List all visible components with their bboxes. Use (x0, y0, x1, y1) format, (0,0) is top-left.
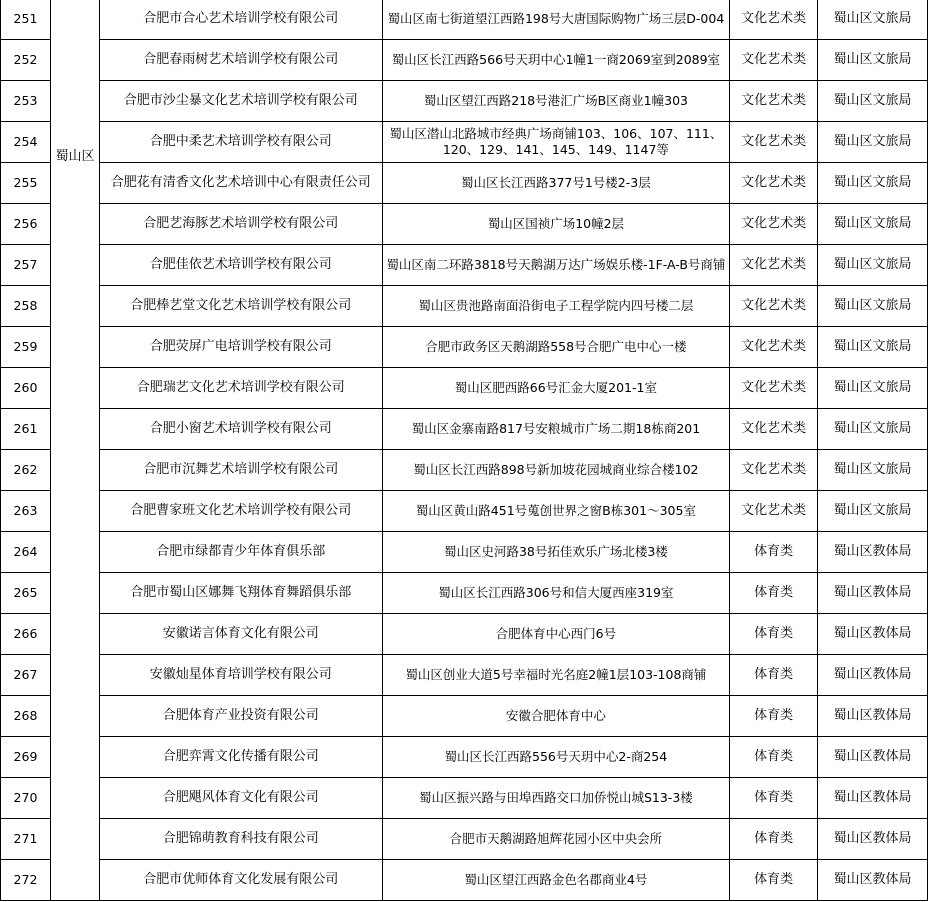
address-cell: 蜀山区长江西路566号天玥中心1幢1一商2069室到2089室 (382, 40, 730, 81)
address-cell: 蜀山区望江西路218号港汇广场B区商业1幢303 (382, 81, 730, 122)
address-cell: 蜀山区潜山北路城市经典广场商铺103、106、107、111、120、129、141、145、149、1147等 (382, 122, 730, 163)
category-cell: 文化艺术类 (730, 122, 818, 163)
authority-cell: 蜀山区文旅局 (818, 327, 928, 368)
authority-cell: 蜀山区教体局 (818, 614, 928, 655)
address-cell: 合肥市政务区天鹅湖路558号合肥广电中心一楼 (382, 327, 730, 368)
address-cell: 蜀山区南二环路3818号天鹅湖万达广场娱乐楼-1F-A-B号商铺 (382, 245, 730, 286)
institution-name-cell: 合肥飓风体育文化有限公司 (99, 778, 382, 819)
institution-name-cell: 合肥棒艺堂文化艺术培训学校有限公司 (99, 286, 382, 327)
category-cell: 文化艺术类 (730, 286, 818, 327)
institution-name-cell: 合肥小窗艺术培训学校有限公司 (99, 409, 382, 450)
row-number-cell: 262 (1, 450, 51, 491)
row-number-cell: 260 (1, 368, 51, 409)
authority-cell: 蜀山区教体局 (818, 860, 928, 901)
address-cell: 蜀山区金寨南路817号安粮城市广场二期18栋商201 (382, 409, 730, 450)
authority-cell: 蜀山区教体局 (818, 778, 928, 819)
authority-cell: 蜀山区文旅局 (818, 245, 928, 286)
row-number-cell: 254 (1, 122, 51, 163)
row-number-cell: 251 (1, 0, 51, 40)
authority-cell: 蜀山区文旅局 (818, 122, 928, 163)
table-row (1, 204, 928, 245)
address-cell: 蜀山区长江西路556号天玥中心2-商254 (382, 737, 730, 778)
row-number-cell: 256 (1, 204, 51, 245)
authority-cell: 蜀山区教体局 (818, 655, 928, 696)
table-row (1, 614, 928, 655)
row-number-cell: 270 (1, 778, 51, 819)
table-row (1, 737, 928, 778)
address-cell: 合肥体育中心西门6号 (382, 614, 730, 655)
institution-name-cell: 合肥锦萌教育科技有限公司 (99, 819, 382, 860)
table-row (1, 573, 928, 614)
institution-name-cell: 合肥佳依艺术培训学校有限公司 (99, 245, 382, 286)
institution-name-cell: 合肥荧屏广电培训学校有限公司 (99, 327, 382, 368)
institution-name-cell: 合肥春雨树艺术培训学校有限公司 (99, 40, 382, 81)
category-cell: 文化艺术类 (730, 81, 818, 122)
category-cell: 体育类 (730, 737, 818, 778)
category-cell: 体育类 (730, 778, 818, 819)
district-cell: 蜀山区 (50, 0, 99, 901)
authority-cell: 蜀山区文旅局 (818, 163, 928, 204)
row-number-cell: 261 (1, 409, 51, 450)
table-row (1, 409, 928, 450)
table-row (1, 491, 928, 532)
category-cell: 文化艺术类 (730, 327, 818, 368)
institution-name-cell: 合肥市合心艺术培训学校有限公司 (99, 0, 382, 40)
authority-cell: 蜀山区教体局 (818, 819, 928, 860)
authority-cell: 蜀山区文旅局 (818, 0, 928, 40)
row-number-cell: 263 (1, 491, 51, 532)
category-cell: 文化艺术类 (730, 163, 818, 204)
table-row (1, 286, 928, 327)
table-row (1, 81, 928, 122)
institution-name-cell: 合肥曹家班文化艺术培训学校有限公司 (99, 491, 382, 532)
institution-name-cell: 安徽灿星体育培训学校有限公司 (99, 655, 382, 696)
address-cell: 蜀山区国祯广场10幢2层 (382, 204, 730, 245)
institution-name-cell: 合肥花有清香文化艺术培训中心有限责任公司 (99, 163, 382, 204)
row-number-cell: 258 (1, 286, 51, 327)
authority-cell: 蜀山区文旅局 (818, 450, 928, 491)
address-cell: 蜀山区史河路38号拓佳欢乐广场北楼3楼 (382, 532, 730, 573)
table-row (1, 532, 928, 573)
institution-name-cell: 合肥市优师体育文化发展有限公司 (99, 860, 382, 901)
table-row (1, 0, 928, 40)
table-row (1, 368, 928, 409)
address-cell: 蜀山区南七街道望江西路198号大唐国际购物广场三层D-004 (382, 0, 730, 40)
category-cell: 体育类 (730, 532, 818, 573)
table-row (1, 655, 928, 696)
institution-name-cell: 合肥弈霄文化传播有限公司 (99, 737, 382, 778)
category-cell: 体育类 (730, 860, 818, 901)
row-number-cell: 253 (1, 81, 51, 122)
authority-cell: 蜀山区教体局 (818, 737, 928, 778)
row-number-cell: 264 (1, 532, 51, 573)
row-number-cell: 252 (1, 40, 51, 81)
table-body (1, 0, 928, 901)
category-cell: 文化艺术类 (730, 450, 818, 491)
row-number-cell: 268 (1, 696, 51, 737)
institution-name-cell: 合肥艺海豚艺术培训学校有限公司 (99, 204, 382, 245)
table-row (1, 40, 928, 81)
table-row (1, 696, 928, 737)
category-cell: 文化艺术类 (730, 491, 818, 532)
row-number-cell: 267 (1, 655, 51, 696)
row-number-cell: 272 (1, 860, 51, 901)
category-cell: 文化艺术类 (730, 40, 818, 81)
institution-name-cell: 合肥市蜀山区娜舞飞翔体育舞蹈俱乐部 (99, 573, 382, 614)
authority-cell: 蜀山区文旅局 (818, 368, 928, 409)
table-row (1, 245, 928, 286)
category-cell: 文化艺术类 (730, 204, 818, 245)
authority-cell: 蜀山区教体局 (818, 696, 928, 737)
institution-name-cell: 合肥市绿都青少年体育俱乐部 (99, 532, 382, 573)
institution-name-cell: 安徽诺言体育文化有限公司 (99, 614, 382, 655)
address-cell: 合肥市天鹅湖路旭辉花园小区中央会所 (382, 819, 730, 860)
authority-cell: 蜀山区文旅局 (818, 409, 928, 450)
category-cell: 体育类 (730, 573, 818, 614)
category-cell: 文化艺术类 (730, 409, 818, 450)
row-number-cell: 255 (1, 163, 51, 204)
authority-cell: 蜀山区文旅局 (818, 204, 928, 245)
institution-name-cell: 合肥市沙尘暴文化艺术培训学校有限公司 (99, 81, 382, 122)
address-cell: 安徽合肥体育中心 (382, 696, 730, 737)
table-row (1, 122, 928, 163)
institution-name-cell: 合肥瑞艺文化艺术培训学校有限公司 (99, 368, 382, 409)
category-cell: 体育类 (730, 655, 818, 696)
authority-cell: 蜀山区文旅局 (818, 286, 928, 327)
address-cell: 蜀山区振兴路与田埠西路交口加侨悦山城S13-3楼 (382, 778, 730, 819)
row-number-cell: 257 (1, 245, 51, 286)
authority-cell: 蜀山区教体局 (818, 532, 928, 573)
table-row (1, 450, 928, 491)
address-cell: 蜀山区创业大道5号幸福时光名庭2幢1层103-108商铺 (382, 655, 730, 696)
category-cell: 文化艺术类 (730, 368, 818, 409)
table-row (1, 163, 928, 204)
table-row (1, 819, 928, 860)
table-row (1, 860, 928, 901)
address-cell: 蜀山区贵池路南面沿街电子工程学院内四号楼二层 (382, 286, 730, 327)
authority-cell: 蜀山区文旅局 (818, 491, 928, 532)
institution-name-cell: 合肥中柔艺术培训学校有限公司 (99, 122, 382, 163)
category-cell: 体育类 (730, 696, 818, 737)
authority-cell: 蜀山区文旅局 (818, 81, 928, 122)
address-cell: 蜀山区长江西路377号1号楼2-3层 (382, 163, 730, 204)
address-cell: 蜀山区肥西路66号汇金大厦201-1室 (382, 368, 730, 409)
category-cell: 文化艺术类 (730, 245, 818, 286)
row-number-cell: 271 (1, 819, 51, 860)
institution-name-cell: 合肥市沉舞艺术培训学校有限公司 (99, 450, 382, 491)
address-cell: 蜀山区黄山路451号蒐创世界之窗B栋301～305室 (382, 491, 730, 532)
institution-name-cell: 合肥体育产业投资有限公司 (99, 696, 382, 737)
row-number-cell: 266 (1, 614, 51, 655)
category-cell: 体育类 (730, 614, 818, 655)
address-cell: 蜀山区长江西路306号和信大厦西座319室 (382, 573, 730, 614)
table-row (1, 778, 928, 819)
authority-cell: 蜀山区文旅局 (818, 40, 928, 81)
row-number-cell: 259 (1, 327, 51, 368)
category-cell: 体育类 (730, 819, 818, 860)
row-number-cell: 265 (1, 573, 51, 614)
authority-cell: 蜀山区教体局 (818, 573, 928, 614)
row-number-cell: 269 (1, 737, 51, 778)
address-cell: 蜀山区长江西路898号新加坡花园城商业综合楼102 (382, 450, 730, 491)
table-row (1, 327, 928, 368)
category-cell: 文化艺术类 (730, 0, 818, 40)
address-cell: 蜀山区望江西路金色名郡商业4号 (382, 860, 730, 901)
